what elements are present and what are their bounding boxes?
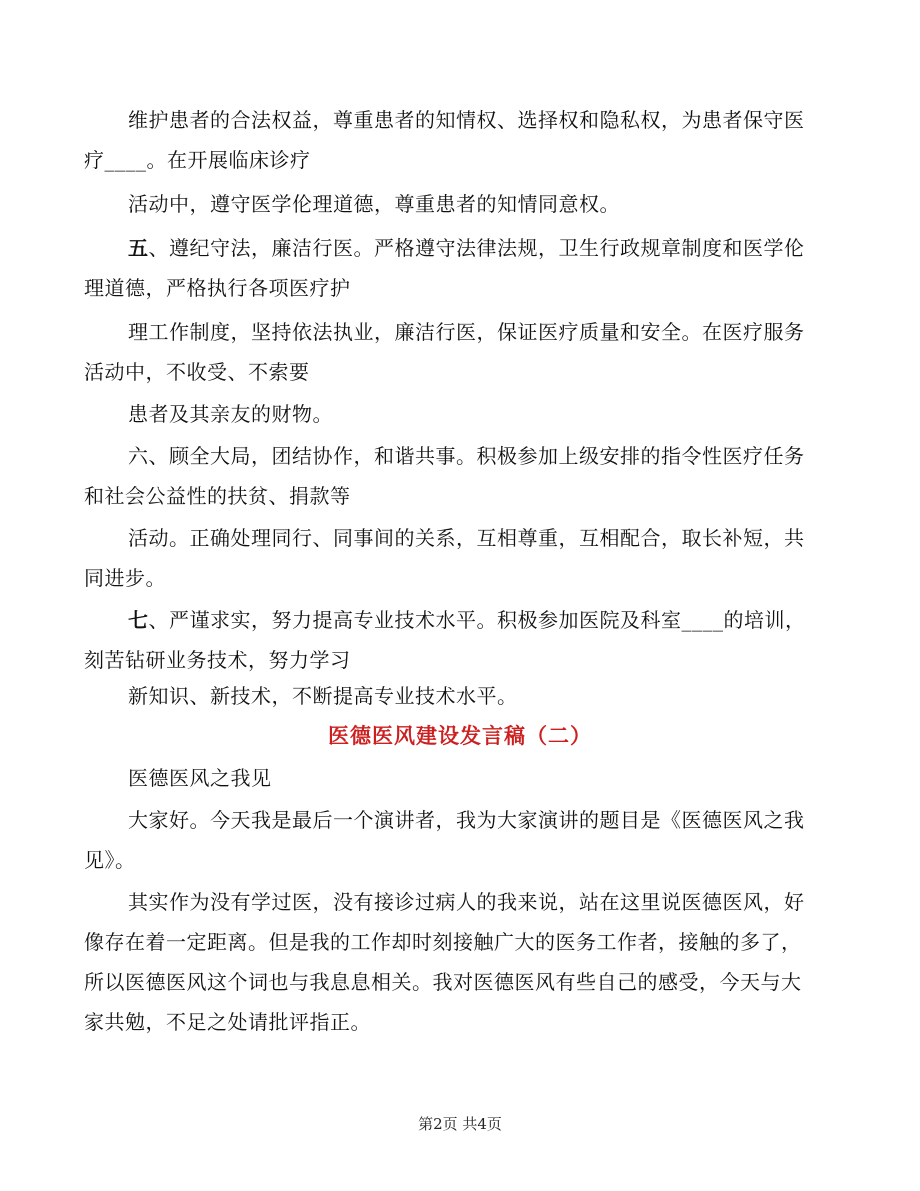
paragraph-five-law [84, 228, 830, 308]
text-line: 活动中，不收受、不索要 [84, 360, 310, 384]
paragraph-speech-title [84, 758, 830, 798]
text-line: 维护患者的合法权益，尊重患者的知情权、选择权和隐私权，为患者保守医 [128, 108, 805, 132]
paragraph-work-system [84, 312, 830, 392]
section-title: 医德医风建设发言稿（二） [328, 723, 592, 748]
text-line: 同进步。 [84, 566, 166, 590]
text-line: 患者及其亲友的财物。 [128, 402, 333, 426]
paragraph-new-knowledge [84, 676, 830, 716]
paragraph-clinical-activity [84, 184, 830, 224]
paragraph-feelings [84, 882, 830, 1042]
text-line: 所以医德医风这个词也与我息息相关。我对医德医风有些自己的感受，今天与大 [84, 970, 802, 994]
text-line: 活动中，遵守医学伦理道德，尊重患者的知情同意权。 [128, 192, 620, 216]
text-line: 家共勉，不足之处请批评指正。 [84, 1010, 371, 1034]
text-line: 大家好。今天我是最后一个演讲者，我为大家演讲的题目是《医德医风之我 [128, 808, 805, 832]
paragraph-peer-relations [84, 518, 830, 598]
text-line: 医德医风之我见 [128, 766, 272, 790]
text-line [84, 600, 830, 640]
text-line: 理工作制度，坚持依法执业，廉洁行医，保证医疗质量和安全。在医疗服务 [128, 320, 805, 344]
paragraph-six-cooperation [84, 436, 830, 516]
text-line: 刻苦钻研业务技术，努力学习 [84, 648, 351, 672]
text-line-body: 、遵纪守法，廉洁行医。严格遵守法律法规，卫生行政规章制度和医学伦 [148, 236, 805, 260]
text-line: 新知识、新技术，不断提高专业技术水平。 [128, 684, 518, 708]
text-line: 六、顾全大局，团结协作，和谐共事。积极参加上级安排的指令性医疗任务 [128, 444, 805, 468]
paragraph-property [84, 394, 830, 434]
text-line: 和社会公益性的扶贫、捐款等 [84, 484, 351, 508]
item-number-five: 五 [128, 236, 149, 260]
text-line: 像存在着一定距离。但是我的工作却时刻接触广大的医务工作者，接触的多了， [84, 930, 802, 954]
text-line: 见》。 [84, 848, 136, 872]
page-number-footer: 第2页 共4页 [418, 1115, 502, 1133]
paragraph-patient-rights [84, 100, 830, 180]
text-line: 疗____。在开展临床诊疗 [84, 148, 311, 172]
paragraph-seven-skills [84, 600, 830, 680]
item-number-seven: 七 [128, 608, 149, 632]
text-line: 其实作为没有学过医，没有接诊过病人的我来说，站在这里说医德医风，好 [128, 890, 805, 914]
paragraph-greeting [84, 800, 830, 880]
text-line [84, 228, 830, 268]
text-line: 活动。正确处理同行、同事间的关系，互相尊重，互相配合，取长补短，共 [128, 526, 805, 550]
text-line: 理道德，严格执行各项医疗护 [84, 276, 351, 300]
text-line-body: 、严谨求实，努力提高专业技术水平。积极参加医院及科室____的培训， [148, 608, 806, 632]
